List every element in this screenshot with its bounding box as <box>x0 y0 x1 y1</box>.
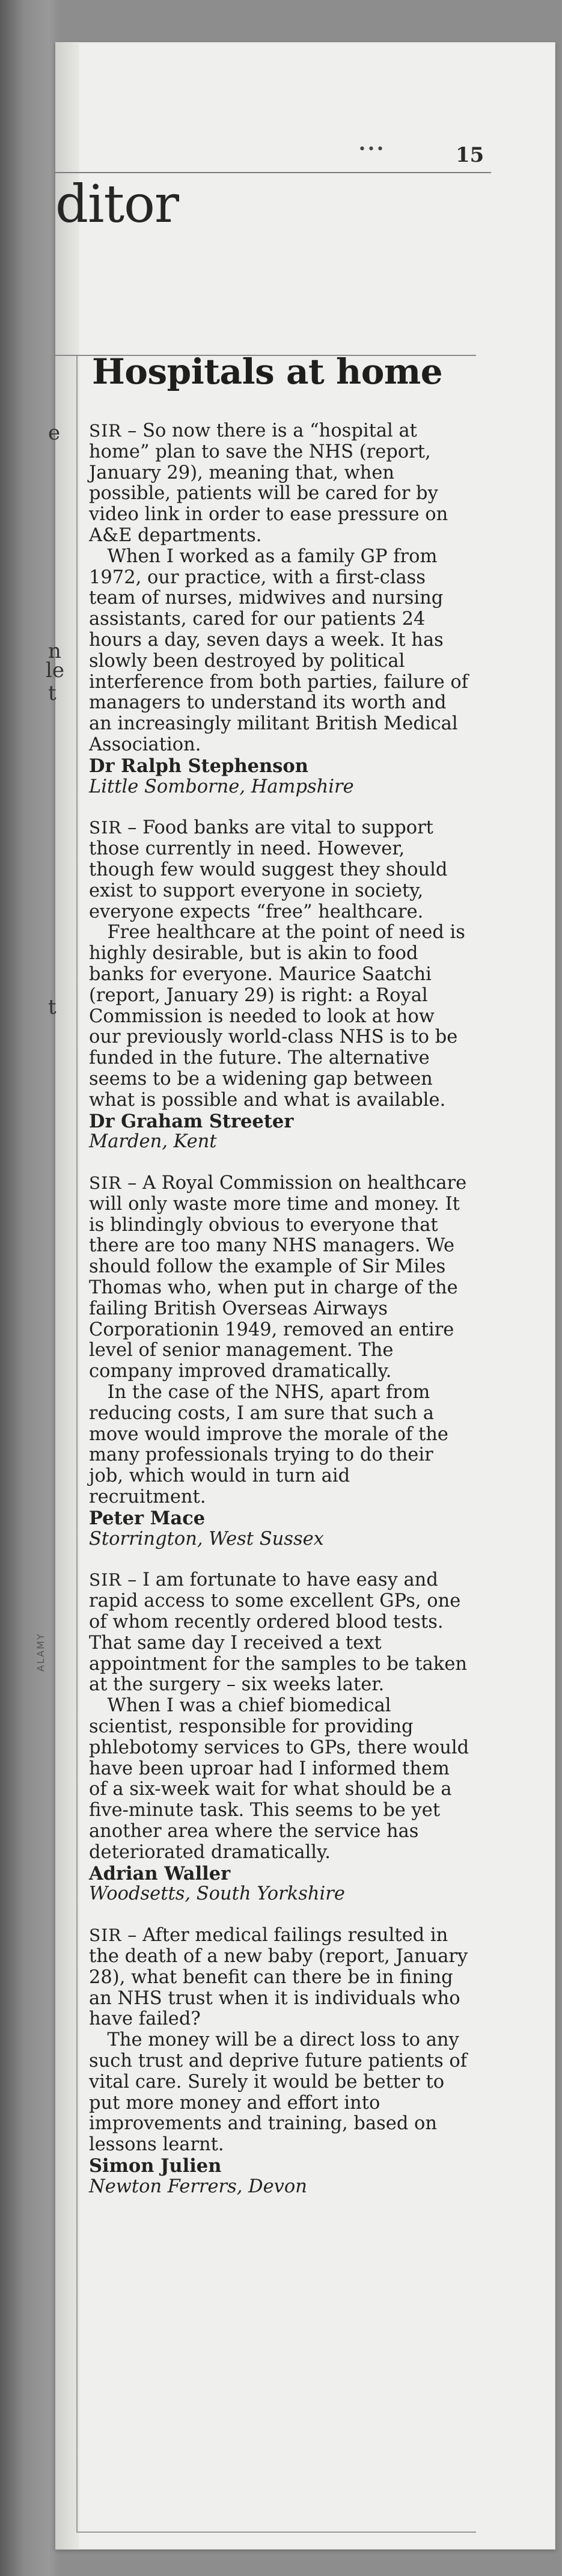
edge-fragment: n <box>48 639 61 663</box>
letter <box>89 1173 471 1550</box>
clipping-torn-edge <box>55 42 79 2550</box>
salutation: SIR <box>89 1570 122 1590</box>
letter-author: Peter Mace <box>89 1507 206 1529</box>
paragraph-text: I am fortunate to have easy and rapid access to some excellent GPs, one of whom recently ordered blood tests. That same day I received a text appointment for the samples to be taken at the surgery – six weeks later. <box>89 1569 468 1696</box>
salutation: SIR <box>89 1925 122 1946</box>
photo-credit: ALAMY <box>35 1633 46 1672</box>
letters-column <box>89 421 471 2218</box>
edge-fragment: le <box>46 658 64 682</box>
letter-paragraph: The money will be a direct loss to any such trust and deprive future patients of vital care. Surely it would be better to put more money and effort into improvements and training, based on lessons learnt. <box>89 2029 468 2156</box>
letter-location: Marden, Kent <box>89 1131 217 1153</box>
paragraph-text: So now there is a “hospital at home” plan to save the NHS (report, January 29), meaning that, when possible, patients will be cared for by video link in order to ease pressure on A&E departments. <box>89 420 448 546</box>
letter-paragraph: SIR – Food banks are vital to support those currently in need. However, though few would suggest they should exist to support everyone in society, everyone expects “free” healthcare. <box>89 817 448 922</box>
edge-fragment: t <box>48 995 57 1019</box>
salutation: SIR <box>89 818 122 838</box>
letter-paragraph: SIR – After medical failings resulted in the death of a new baby (report, January 28), what benefit can there be in fining an NHS trust when it is individuals who have failed? <box>89 1925 468 2030</box>
letter <box>89 421 471 797</box>
letter <box>89 1570 471 1905</box>
salutation: SIR <box>89 1173 122 1194</box>
header-rule <box>55 172 491 173</box>
letter-paragraph: When I worked as a family GP from 1972, our practice, with a first-class team of nurses, midwives and nursing assistants, cared for our patients 24 hours a day, seven days a week. It has slowly been destroyed by political interference from both parties, failure of managers to understand its worth and an increasingly militant British Medical Association. <box>89 545 469 755</box>
salutation: SIR <box>89 421 122 441</box>
column-rule <box>76 356 78 2533</box>
letter-paragraph: When I was a chief biomedical scientist, responsible for providing phlebotomy services to GPs, there would have been uproar had I informed them of a six-week wait for what should be a five-minute task. This seems to be yet another area where the service has deteriorated dramatically. <box>89 1695 469 1863</box>
article-title: Hospitals at home <box>92 351 443 392</box>
letter-location: Newton Ferrers, Devon <box>89 2176 307 2197</box>
letter-paragraph: SIR – So now there is a “hospital at home” plan to save the NHS (report, January 29), meaning that, when possible, patients will be cared for by video link in order to ease pressure on A&E departments. <box>89 420 448 546</box>
ornament-dots-icon: ••• <box>358 142 385 157</box>
letter-paragraph: In the case of the NHS, apart from reducing costs, I am sure that such a move would improve the morale of the many professionals trying to do their job, which would in turn aid recruitment. <box>89 1382 448 1508</box>
section-title: ditor <box>55 174 179 235</box>
paragraph-text: Food banks are vital to support those currently in need. However, though few would suggest they should exist to support everyone in society, everyone expects “free” healthcare. <box>89 817 448 922</box>
edge-fragment: e <box>48 421 61 445</box>
bottom-rule <box>76 2532 476 2533</box>
paragraph-text: A Royal Commission on healthcare will only waste more time and money. It is blindingly obvious to everyone that there are too many NHS managers. We should follow the example of Sir Miles Thomas who, when put in charge of the failing British Overseas Airways Corporationin 1949, removed an entire level of senior management. The company improved dramatically. <box>89 1173 467 1382</box>
letter-paragraph: SIR – I am fortunate to have easy and rapid access to some excellent GPs, one of whom recently ordered blood tests. That same day I received a text appointment for the samples to be taken at the surgery – six weeks later. <box>89 1569 468 1696</box>
letter-location: Storrington, West Sussex <box>89 1528 324 1550</box>
paragraph-text: After medical failings resulted in the death of a new baby (report, January 28), what benefit can there be in fining an NHS trust when it is individuals who have failed? <box>89 1925 468 2030</box>
letter-author: Dr Graham Streeter <box>89 1110 294 1132</box>
letter-author: Adrian Waller <box>89 1862 231 1884</box>
letter-paragraph: Free healthcare at the point of need is highly desirable, but is akin to food banks for everyone. Maurice Saatchi (report, January 29) is right: a Royal Commission is needed to look at how our previously world-class NHS is to be funded in the future. The alternative seems to be a widening gap between what is possible and what is available. <box>89 922 465 1111</box>
letter-author: Simon Julien <box>89 2154 222 2177</box>
letter <box>89 1925 471 2197</box>
letter-location: Little Somborne, Hampshire <box>89 776 354 797</box>
letter-author: Dr Ralph Stephenson <box>89 755 308 777</box>
page-number: 15 <box>456 143 484 167</box>
letter-location: Woodsetts, South Yorkshire <box>89 1883 345 1905</box>
edge-fragment: t <box>48 681 57 705</box>
letter-paragraph: SIR – A Royal Commission on healthcare will only waste more time and money. It is blindingly obvious to everyone that there are too many NHS managers. We should follow the example of Sir Miles Thomas who, when put in charge of the failing British Overseas Airways Corporationin 1949, removed an entire level of senior management. The company improved dramatically. <box>89 1173 467 1382</box>
letter <box>89 818 471 1153</box>
